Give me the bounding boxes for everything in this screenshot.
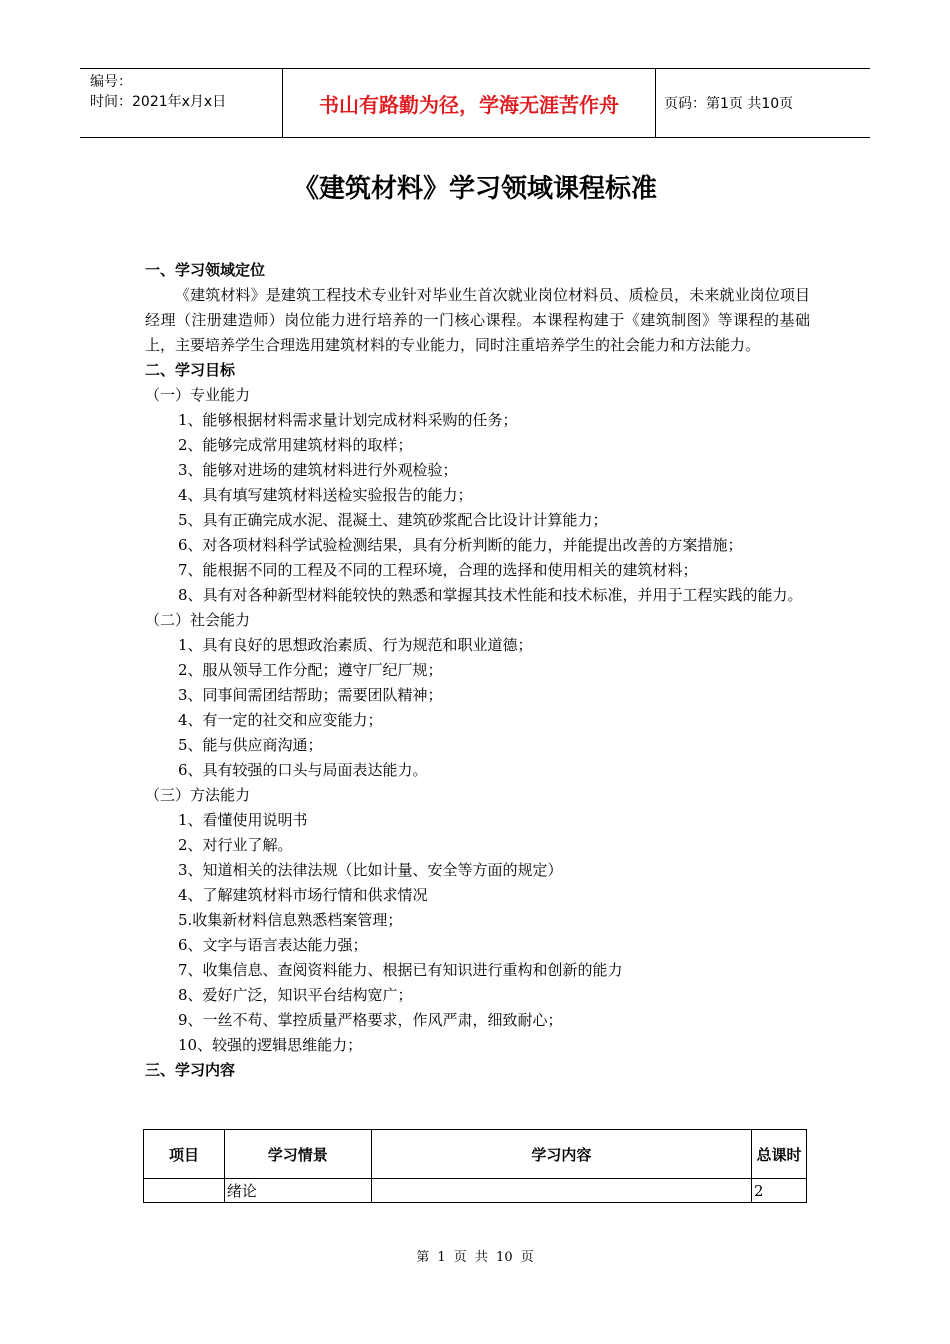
page-header	[80, 68, 870, 138]
list-item: 1、能够根据材料需求量计划完成材料采购的任务；	[178, 411, 518, 429]
col-header-content: 学习内容	[371, 1130, 751, 1179]
list-item: 4、了解建筑材料市场行情和供求情况	[178, 886, 428, 904]
list-item: 2、服从领导工作分配；遵守厂纪厂规；	[178, 661, 443, 679]
list-item: 6、对各项材料科学试验检测结果，具有分析判断的能力，并能提出改善的方案措施；	[178, 536, 743, 554]
page-footer: 第 1 页 共 10 页	[416, 1250, 534, 1265]
date-label: 时间：2021年x月x日	[90, 94, 227, 110]
header-page-info: 页码：第1页 共10页	[664, 96, 794, 112]
table-header-row	[144, 1130, 807, 1179]
method-heading: （三）方法能力	[145, 786, 251, 804]
list-item: 8、爱好广泛，知识平台结构宽广；	[178, 986, 413, 1004]
section3-heading: 三、学习内容	[145, 1061, 236, 1079]
list-item: 4、具有填写建筑材料送检实验报告的能力；	[178, 486, 473, 504]
list-item: 6、具有较强的口头与局面表达能力。	[178, 761, 428, 779]
list-item: 4、有一定的社交和应变能力；	[178, 711, 383, 729]
list-item: 2、能够完成常用建筑材料的取样；	[178, 436, 413, 454]
header-motto: 书山有路勤为径，学海无涯苦作舟	[282, 69, 656, 137]
content-table	[143, 1129, 807, 1203]
number-label: 编号：	[90, 74, 132, 90]
list-item: 2、对行业了解。	[178, 836, 293, 854]
list-item: 3、能够对进场的建筑材料进行外观检验；	[178, 461, 458, 479]
list-item: 5.收集新材料信息熟悉档案管理；	[178, 911, 403, 929]
header-meta	[80, 69, 280, 137]
section1-heading: 一、学习领域定位	[145, 261, 266, 279]
col-header-project: 项目	[144, 1130, 225, 1179]
table-cell	[144, 1179, 225, 1203]
col-header-scenario: 学习情景	[224, 1130, 371, 1179]
list-item: 1、看懂使用说明书	[178, 811, 308, 829]
list-item: 7、收集信息、查阅资料能力、根据已有知识进行重构和创新的能力	[178, 961, 623, 979]
document-body	[145, 258, 810, 1083]
document-title: 《建筑材料》学习领域课程标准	[292, 174, 657, 204]
list-item: 1、具有良好的思想政治素质、行为规范和职业道德；	[178, 636, 533, 654]
list-item: 3、同事间需团结帮助；需要团队精神；	[178, 686, 443, 704]
list-item: 6、文字与语言表达能力强；	[178, 936, 368, 954]
list-item: 3、知道相关的法律法规（比如计量、安全等方面的规定）	[178, 861, 563, 879]
table-row	[144, 1179, 807, 1203]
list-item: 9、一丝不苟、掌控质量严格要求，作风严肃，细致耐心；	[178, 1011, 563, 1029]
professional-heading: （一）专业能力	[145, 386, 251, 404]
list-item: 7、能根据不同的工程及不同的工程环境，合理的选择和使用相关的建筑材料；	[178, 561, 698, 579]
table-cell	[371, 1179, 751, 1203]
section1-paragraph: 《建筑材料》是建筑工程技术专业针对毕业生首次就业岗位材料员、质检员，未来就业岗位项目经理（注册建造师）岗位能力进行培养的一门核心课程。本课程构建于《建筑制图》等课程的基础上，主要培养学生合理选用建筑材料的专业能力，同时注重培养学生的社会能力和方法能力。	[145, 286, 810, 354]
list-item: 10、较强的逻辑思维能力；	[178, 1036, 363, 1054]
col-header-hours: 总课时	[752, 1130, 807, 1179]
social-heading: （二）社会能力	[145, 611, 251, 629]
list-item: 5、能与供应商沟通；	[178, 736, 323, 754]
table-cell: 2	[752, 1179, 807, 1203]
list-item: 5、具有正确完成水泥、混凝土、建筑砂浆配合比设计计算能力；	[178, 511, 608, 529]
table-cell: 绪论	[224, 1179, 371, 1203]
section2-heading: 二、学习目标	[145, 361, 236, 379]
list-item: 8、具有对各种新型材料能较快的熟悉和掌握其技术性能和技术标准，并用于工程实践的能力。	[178, 586, 803, 604]
